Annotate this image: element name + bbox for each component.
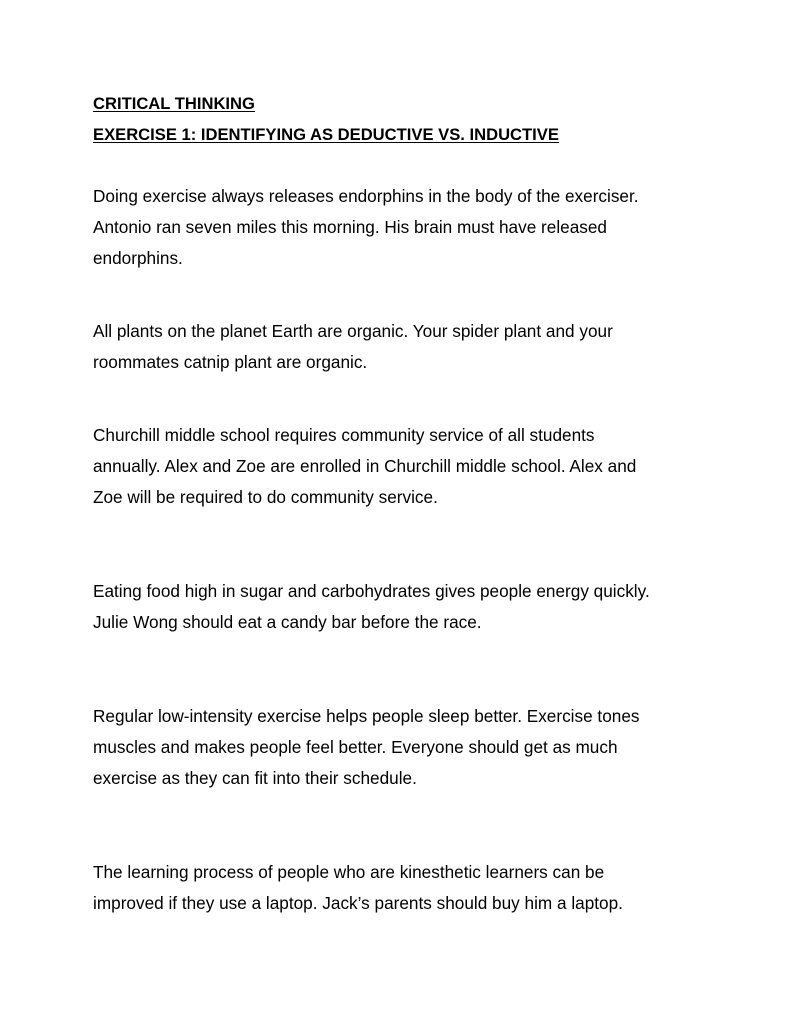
paragraph-line: endorphins. xyxy=(93,248,183,268)
paragraph-4 xyxy=(93,576,703,638)
paragraph-line: Doing exercise always releases endorphins in the body of the exerciser. xyxy=(93,186,639,206)
paragraph-5 xyxy=(93,701,703,794)
paragraph-line: improved if they use a laptop. Jack’s parents should buy him a laptop. xyxy=(93,893,623,913)
paragraph-line: Julie Wong should eat a candy bar before the race. xyxy=(93,612,482,632)
paragraph-3 xyxy=(93,420,703,513)
exercise-heading: EXERCISE 1: IDENTIFYING AS DEDUCTIVE VS. INDUCTIVE xyxy=(93,125,559,144)
paragraph-1 xyxy=(93,181,703,274)
paragraph-line: All plants on the planet Earth are organic. Your spider plant and your xyxy=(93,321,613,341)
paragraph-line: exercise as they can fit into their schedule. xyxy=(93,768,417,788)
paragraph-line: muscles and makes people feel better. Everyone should get as much xyxy=(93,737,618,757)
paragraph-line: The learning process of people who are kinesthetic learners can be xyxy=(93,862,605,882)
paragraph-line: Zoe will be required to do community service. xyxy=(93,487,438,507)
paragraph-2 xyxy=(93,316,703,378)
paragraph-6 xyxy=(93,857,703,919)
paragraph-line: Antonio ran seven miles this morning. His brain must have released xyxy=(93,217,607,237)
document-title: CRITICAL THINKING xyxy=(93,94,255,113)
paragraph-line: Churchill middle school requires community service of all students xyxy=(93,425,595,445)
paragraph-line: annually. Alex and Zoe are enrolled in Churchill middle school. Alex and xyxy=(93,456,637,476)
paragraph-line: Eating food high in sugar and carbohydrates gives people energy quickly. xyxy=(93,581,650,601)
paragraph-line: roommates catnip plant are organic. xyxy=(93,352,368,372)
paragraph-line: Regular low-intensity exercise helps people sleep better. Exercise tones xyxy=(93,706,640,726)
